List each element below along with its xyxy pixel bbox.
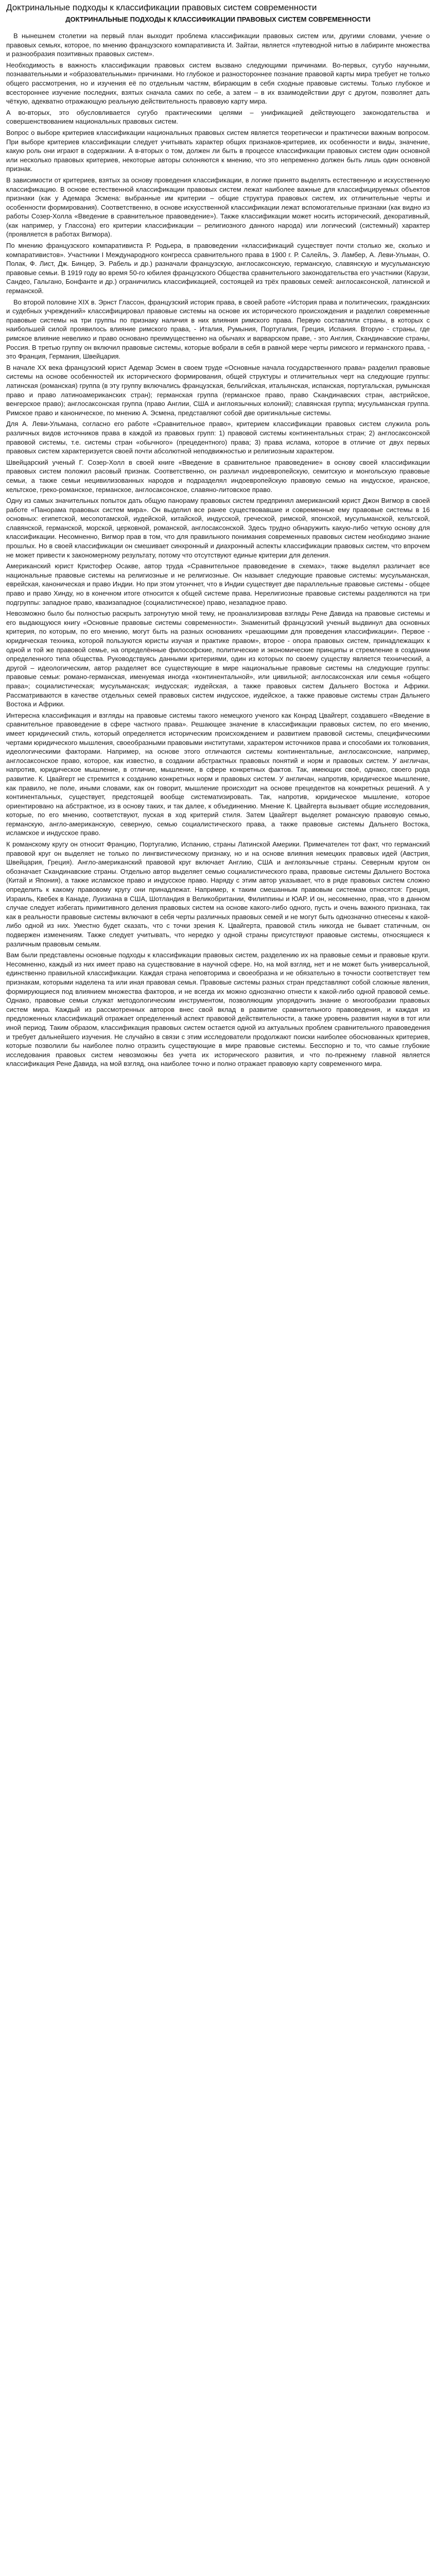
article-heading: ДОКТРИНАЛЬНЫЕ ПОДХОДЫ К КЛАССИФИКАЦИИ ПРАВОВЫХ СИСТЕМ СОВРЕМЕННОСТИ (65, 15, 371, 23)
paragraph-7: Во второй половине XIX в. Эрнст Глассон, французский историк права, в своей работе «История права и политических, гражданских и судебных учреждений» классифицировал правовые системы на основе их исторического происхождения и разделил современные правовые системы на три группы по признаку наличия в них влияния римского права. Первую составляли страны, в которых с наибольшей силой проявилось влияние римского права, - Италия, Румыния, Португалия, Греция, Испания. Вторую - страны, где римское влияние невелико и право основано преимущественно на обычаях и варварском праве, - это Англия, Скандинавские страны, Россия. В третью группу он включил правовые системы, которые вобрали в себя в равной мере черты римского и германского права, - это Франция, Германия, Швейцария. (6, 298, 430, 361)
paragraph-12: Американский юрист Кристофер Осакве, автор труда «Сравнительное правоведение в схемах», также выделял различает все национальные правовые системы на религиозные и не религиозные. Он называет следующие правовые системы: мусульманская, еврейская, каноническая и право Индии. Но при этом утончнет, что в Индии существует две параллельные правовые системы - общее право и право Хинду, но в конечном итоге относится к общей системе права. Нерелигиозные правовые системы разделяются на три подгруппы: западное право, квазизападное (социалистическое) право, незападное право. (6, 562, 430, 606)
paragraph-16: Вам были представлены основные подходы к классификации правовых систем, разделению их на правовые семьи и правовые круги. Несомненно, каждый из них имеет право на существование в научной сфере. Но, на мой взгляд, нет и не может быть универсальной, единственно правильной классификации. Каждая страна неповторима и своеобразна и не обязательно в точности соответствует тем признакам, которыми наделена та или иная правовая семья. Правовые системы разных стран представляют собой сложные явления, формирующиеся под влиянием множества факторов, и не всегда их можно однозначно отнести к какой-либо одной правовой семье. Однако, правовые семьи служат методологическим инструментом, позволяющим упорядочить знание о многообразии правовых систем мира. Каждый из рассмотренных авторов внес свой вклад в развитие сравнительного правоведения, и каждая из предложенных классификаций отражает определенный аспект правовой действительности, а также уровень развития науки в тот или иной период. Таким образом, классификация правовых систем остается одной из актуальных проблем сравнительного правоведения и требует дальнейшего изучения. Не случайно в связи с этим исследователи продолжают поиски наиболее обоснованных критериев, которые позволили бы наиболее полно отразить существующие в мире правовые системы. Бесспорно и то, что самые глубокие исследования правовых систем невозможны без учета их исторического развития, и что по-прежнему главной является классификация Рене Давида, на мой взгляд, она наиболее точно и полно отражает правовую карту современного мира. (6, 951, 430, 1068)
paragraph-14: Интересна классификация и взгляды на правовые системы такого немецкого ученого как Конрад Цвайгерт, создавшего «Введение в сравнительное правоведение в сфере частного права». Решающее значение в классификации правовых систем, по его мнению, имеет юридический стиль, который определяется историческим происхождением и развитием правовой системы, специфическими чертами юридического мышления, своеобразными правовыми институтами, характером источников права и способами их толкования, идеологическими факторами. Например, на основе этого отличаются системы континентальные, англосаксонские, например, англосаксонское право, которое, как известно, в создании абстрактных правовых понятий и норм и правовых систем. У англичан, напротив, юридическое мышление, в отличие, мышление, в сфере конкретных фактов. Так, имеющих своё, однако, своего рода развитие. К. Цвайгерт не стремится к созданию конкретных норм и правовых систем. У англичан, напротив, юридическое мышление, как правило, не поле, иными словами, как он говорит, мышление происходит на основе прецедентов на конкретных решений. А у континентальных, существует, предстоящей вообще систематизировать. Так, напротив, юридическое мышление, которое ориентировано на абстрактное, из в основу таких, и так далее, к объединению. Мнение К. Цвайгерта вызывает общие исследования, которые, по его мнению, соответствуют, пуская в ход критерий стиля. Затем Цвайгерт выделяет романскую правовую семью, германскую, англо-американскую, северную, семью социалистического права, а также правовые системы Дальнего Востока, исламское и индусское право. (6, 711, 430, 837)
paragraph-2: Необходимость в важность классификации правовых систем вызвано следующими причинами. Во-первых, сугубо научными, познавательными и «образовательными» причинами. Но глубокое и разностороннее познание правовой карты мира требует не только общего рассмотрения, но и изучения её по отдельным частям, вбирающим в себя сходные правовые системы. Только глубокое и всестороннее изучение последних, взятых сначала самих по себе, а затем – в их взаимодействии друг с другом, позволяет дать чёткую, адекватно отражающую реальную действительность правовую карту мира. (6, 61, 430, 106)
paragraph-10: Швейцарский ученый Г. Созер-Холл в своей книге «Введение в сравнительное правоведение» в основу своей классификации правовых систем положил расовый признак. Соответственно, он различал индоевропейскую, семитскую и монгольскую правовые семьи, а также семьи нецивилизованных народов и подразделял индоевропейскую правовую семью на индусское, иранское, кельтское, греко-романское, германское, англосаксонское, славяно-литовское право. (6, 458, 430, 494)
paragraph-11: Одну из самых значительных попыток дать общую панораму правовых систем предпринял американский юрист Джон Вигмор в своей работе «Панорама правовых систем мира». Он выделил все ранее существовавшие и современные ему правовые системы в 16 основных: египетской, месопотамской, иудейской, китайской, индусской, греческой, римской, японской, мусульманской, кельтской, славянской, германской, морской, церковной, романской, англосаксонской. Здесь трудно обнаружить какую-либо четкую основу для классификации. Несомненно, Вигмор прав в том, что для правильного понимания современных правовых систем необходимо знание прошлых. Но в своей классификации он смешивает синхронный и диахронный аспекты классификации правовых систем, что впрочем не может привести к закономерному результату, потому что отсутствуют единые критерии для деления. (6, 497, 430, 559)
paragraph-4: Вопрос о выборе критериев классификации национальных правовых систем является теоретически и практически важным вопросом. При выборе критериев классификации следует учитывать характер общих признаков-критериев, их особенности и виды, значение, какую роль они играют в содержании. А в-вторых о том, должен ли быть в процессе классификации правовых систем один основной или несколько правовых критериев, некоторые авторы склоняются к мнению, что это непременно должен быть лишь один основной признак. (6, 128, 430, 173)
paragraph-6: По мнению французского компаративиста Р. Родьера, в правоведении «классификаций существует почти столько же, сколько и компаративистов». Участники I Международного конгресса сравнительного права в 1900 г. Р. Салейль, Э. Ламбер, А. Леви-Ульман, О. Полак, Ф. Лист, Дж. Бинцер, Э. Рабель и др.) разначали французскую, англосаксонскую, германскую, славянскую и мусульманскую правовые семьи. В 1919 году во время 50-го юбилея французского Общества сравнительного законодательства его участники (Карузи, Сандео, Гальгано, Бонфанте и др.) ограничились классификацией, состоящей из трёх правовых семей: англосаксонской, латинской и германской. (6, 242, 430, 295)
paragraph-3: А во-вторых, это обусловливается сугубо практическими целями – унификацией действующего законодательства и совершенствованием национальных правовых систем. (6, 108, 430, 126)
paragraph-9: Для А. Леви-Ульмана, согласно его работе «Сравнительное право», критерием классификации правовых систем служила роль различных видов источников права в каждой из правовых групп: 1) правовой системы континентальных стран; 2) англосаксонской правовой системы, т.е. системы стран «обычного» (прецедентного) права; 3) права ислама, которое в отличие от двух первых правовых систем характеризуется своей почти абсолютной неподвижностью и религиозным характером. (6, 420, 430, 455)
paragraph-15: К романскому кругу он относит Францию, Португалию, Испанию, страны Латинской Америки. Примечателен тот факт, что германский правовой круг он выделяет не только по лингвистическому признаку, но и на основе влияния немецких правовых идей (Австрия, Швейцария, Греция). Англо-американский правовой круг включает Англию, США и англоязычные страны. Северным кругом он обозначает Скандинавские страны. Отдельно автор выделяет семью социалистического права, правовые системы Дальнего Востока (Китай и Япония), а также исламское право и индусское право. Наряду с этим автор указывает, что в ряде правовых систем сложно определить к какому правовому кругу они принадлежат. Например, к таким смешанным правовым системам относятся: Греция, Израиль, Квебек в Канаде, Луизиана в США, Шотландия в Великобритании, Филиппины и ЮАР. И он, несомненно, прав, что в данном случае следует избегать примитивного деления правовых систем на основе какого-либо одного, пусть и очень важного признака, так как в реальности правовые системы включают в себя черты различных правовых семей и не могут быть однозначно отнесены к какой-либо одной из них. Уместно будет сказать, что с точки зрения К. Цвайгерта, правовой стиль никогда не бывает статичным, он подвержен изменениям. Также следует учитывать, что нередко у одной страны присутствуют правовые системы, относящиеся к различным правовым семьям. (6, 840, 430, 948)
paragraph-1: В нынешнем столетии на первый план выходит проблема классификации правовых систем или, другими словами, учение о правовых семьях, которое, по мнению французского компаративиста И. Зайтаи, является «путеводной нитью в лабиринте множества и разнообразия позитивных правовых систем». (6, 32, 430, 58)
paragraph-8: В начале XX века французский юрист Адемар Эсмен в своем труде «Основные начала государственного права» разделил правовые системы на основе особенностей их исторического формирования, общей структуры и отличительных черт на следующие группы: латинская (романская) группа (в эту группу включались французская, бельгийская, итальянская, испанская, португальская, румынская право и право латиноамериканских стран); германская группа (германское право, право Скандинавских стран, австрийское, венгерское право); англосаксонская группа (право Англии, США и англоязычных колоний); славянская группа; мусульманская группа. Римское право и каноническое, по мнению А. Эсмена, представляют собой две оригинальные системы. (6, 363, 430, 417)
paragraph-13: Невозможно было бы полностью раскрыть затронутую мной тему, не проанализировав взгляды Рене Давида на правовые системы и его выдающуюся книгу «Основные правовые системы современности». Знаменитый французский ученый выдвинул два основных критерия, по которым, по его мнению, могут быть на разных основаниях «решающими для проведения классификации». Первое - юридическая техника, которой пользуются юристы изучая и практике правом», второе - опора правовых систем, принадлежащих к одной и той же правовой семье, на определённые философские, политические и экономические принципы и стремление в создании определенного типа общества. Руководствуясь данными критериями, один из которых по своему существу является технический, а другой – идеологическим, автор разделяет все существующие в мире национальные правовые системы на следующие группы: правовые семьи: романо-германская, именуемая иногда «континентальной», или цивильной; англосаксонская или семья «общего права»; социалистическая; мусульманская; индусская; иудейская, а также правовых систем Дальнего Востока и Африки. Рассматриваются в качестве отдельных семей правовых систем индусское, иудейское, а также правовые системы стран Дальнего Востока и Африки. (6, 609, 430, 708)
paragraph-5: В зависимости от критериев, взятых за основу проведения классификации, в логике принято выделять естественную и искусственную классификацию. В основе естественной классификации правовых систем лежат наиболее важные для классифицируемых объектов признаки (как у Адемара Эсмена: выбранные им критерии – общие структура правовых систем, их отличительные черты и особенности формирования). Соответственно, в основе искусственной классификации лежат вспомогательные признаки (как видно из работы Созер-Холла «Введение в сравнительное правоведение»). Также классификации может носить исторический, декоративный, (как например, у Глассона) его критерии классификации – религиозного данного народа) или логический (системный) характер (проявляется в работах Вигмора). (6, 176, 430, 239)
page-title: Доктринальные подходы к классификации правовых систем современности (6, 3, 317, 12)
document-page (0, 0, 436, 1069)
